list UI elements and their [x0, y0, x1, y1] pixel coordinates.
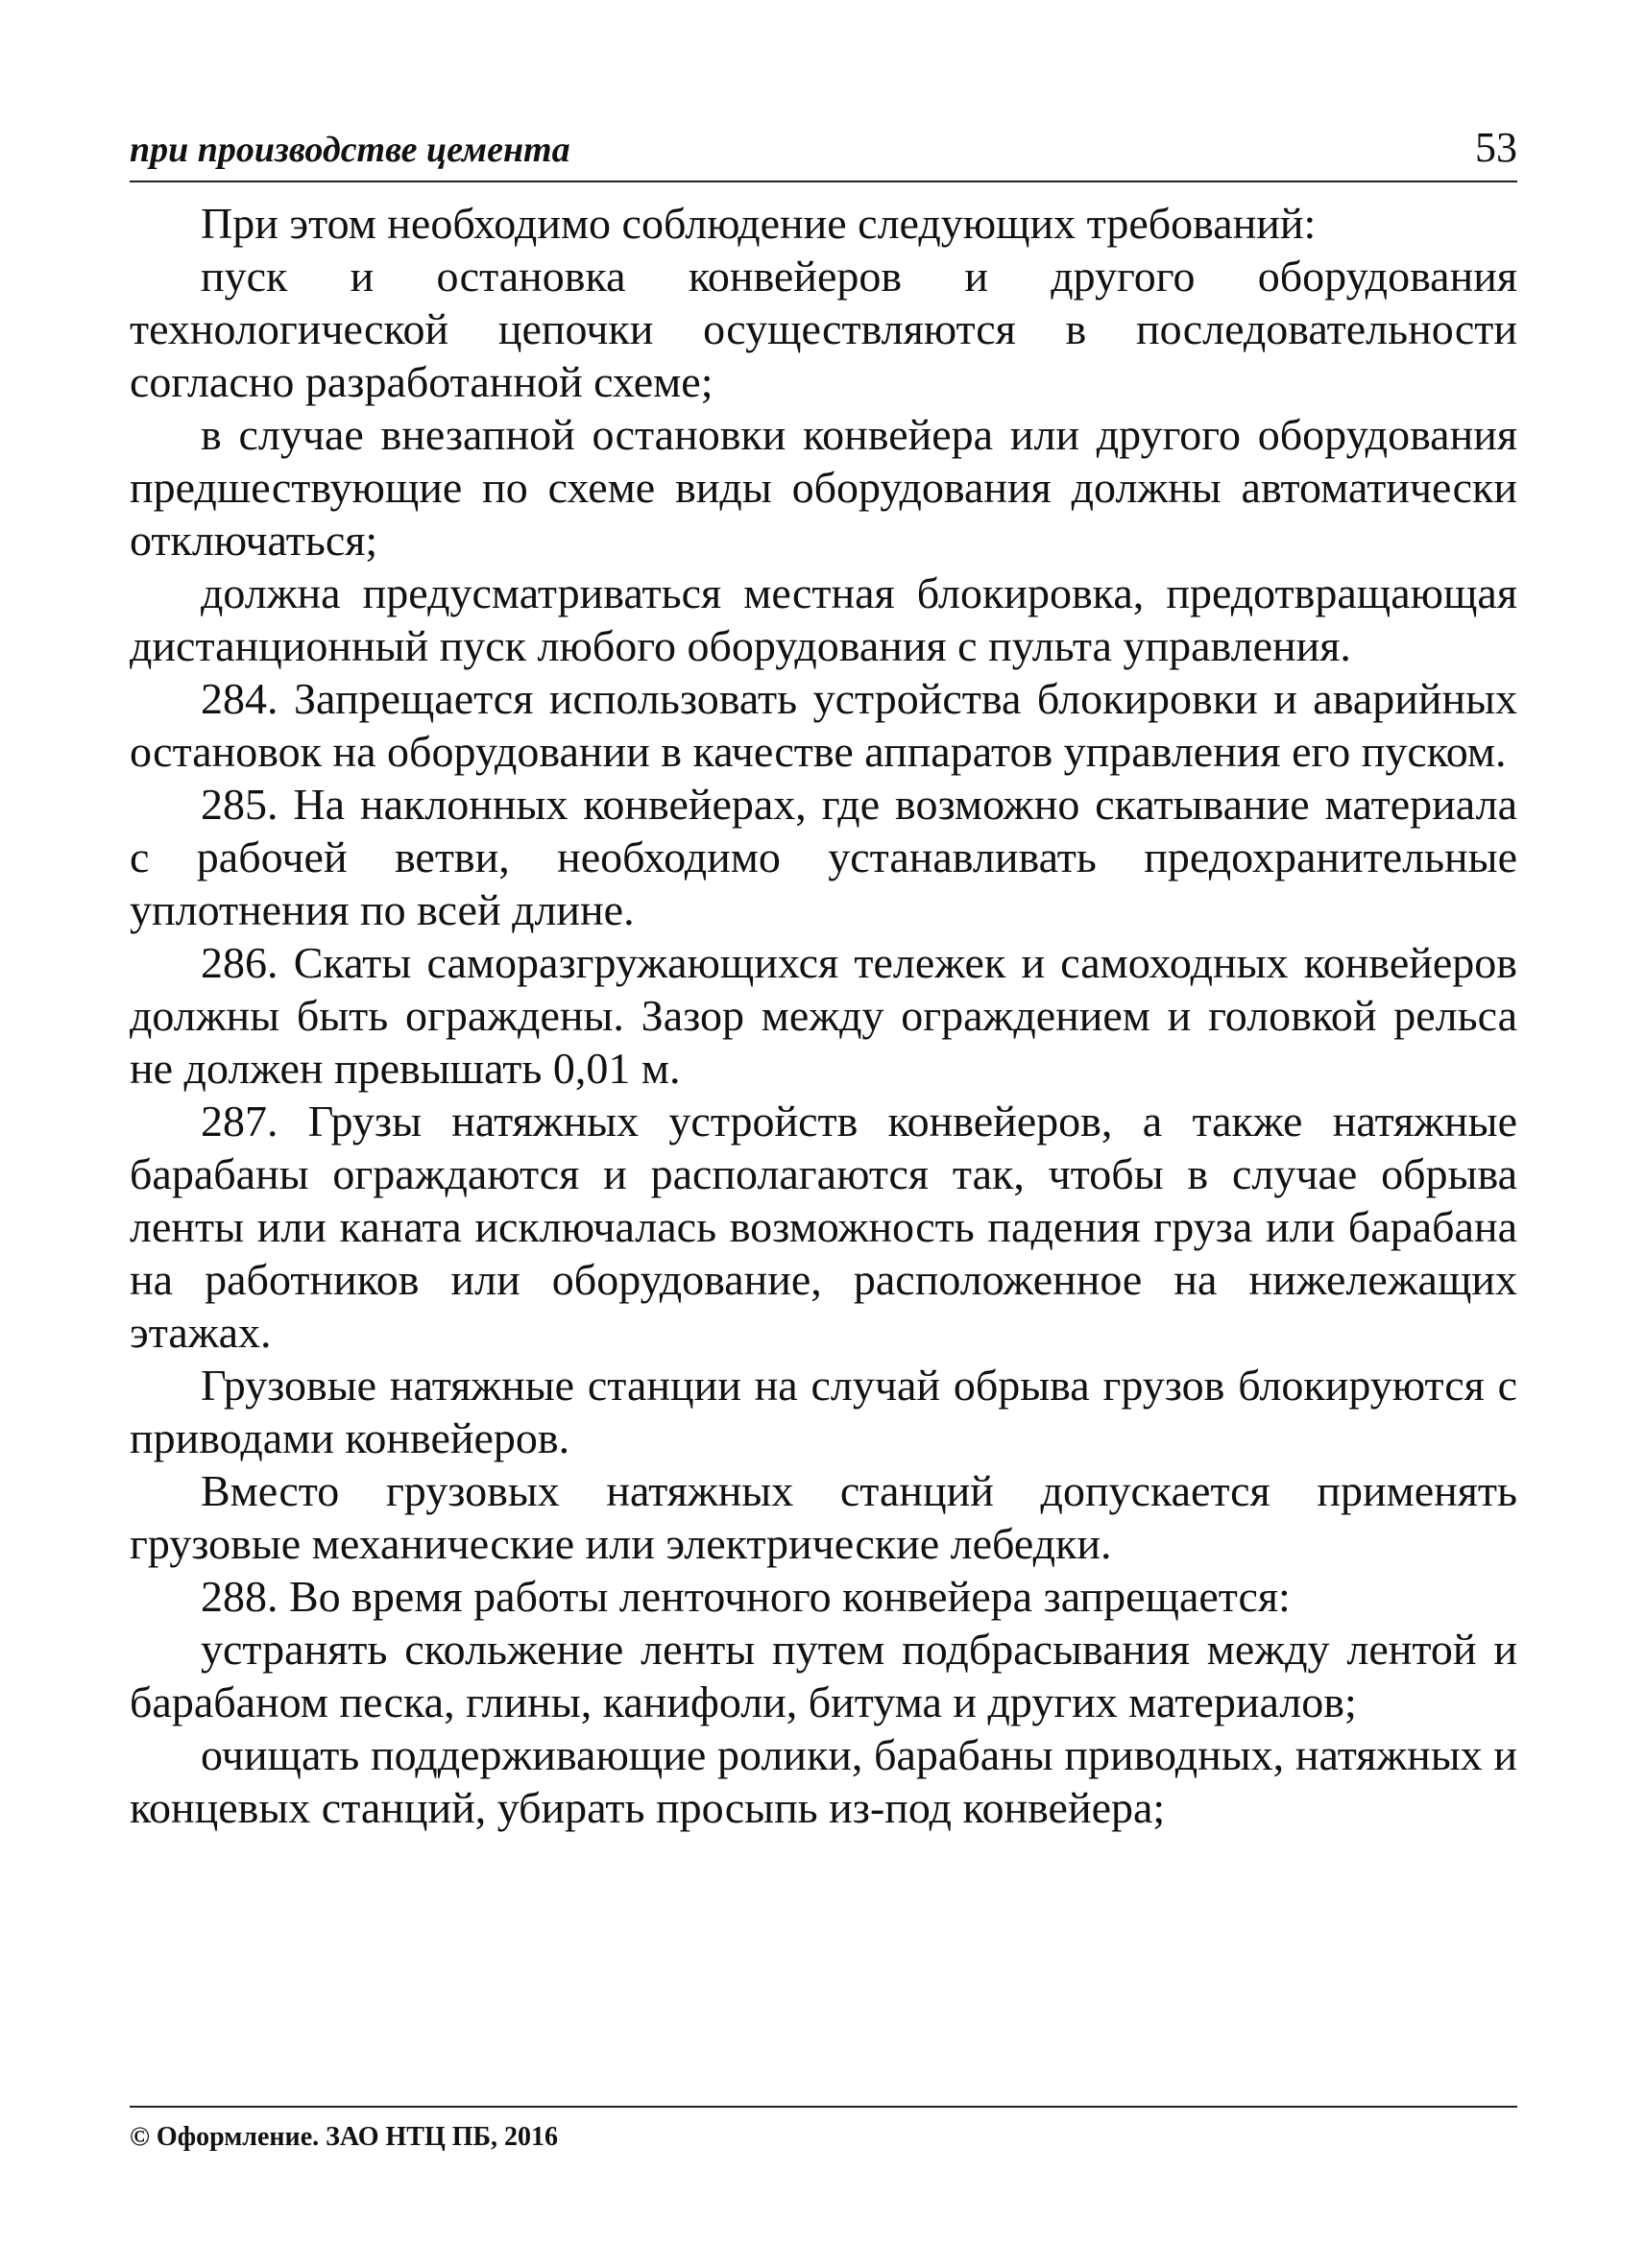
- paragraph: в случае внезапной остановки конвейера или другого оборудования предшествующие по схеме виды оборудования должны автоматически отключаться;: [130, 410, 1517, 565]
- body-text: [130, 197, 1517, 1834]
- paragraph: 286. Скаты саморазгружающихся тележек и самоходных конвейеров должны быть ограждены. Зазор между ограждением и головкой рельса не должен превышать 0,01 м.: [130, 938, 1517, 1093]
- paragraph: Вместо грузовых натяжных станций допускается применять грузовые механические или электрические лебедки.: [130, 1466, 1517, 1568]
- running-header: [130, 123, 1517, 182]
- page-number: 53: [1475, 124, 1517, 171]
- paragraph: При этом необходимо соблюдение следующих требований:: [201, 199, 1317, 248]
- paragraph: 285. На наклонных конвейерах, где возможно скатывание материала с рабочей ветви, необходимо устанавливать предохранительные уплотнения по всей длине.: [130, 780, 1517, 934]
- paragraph: устранять скольжение ленты путем подбрасывания между лентой и барабаном песка, глины, канифоли, битума и других материалов;: [130, 1625, 1517, 1726]
- copyright-notice: © Оформление. ЗАО НТЦ ПБ, 2016: [130, 2122, 559, 2152]
- paragraph: очищать поддерживающие ролики, барабаны приводных, натяжных и концевых станций, убирать просыпь из-под конвейера;: [130, 1730, 1517, 1832]
- paragraph: 288. Во время работы ленточного конвейера запрещается:: [201, 1572, 1291, 1621]
- page-footer: [130, 2106, 1517, 2152]
- paragraph: 287. Грузы натяжных устройств конвейеров, а также натяжные барабаны ограждаются и располагаются так, чтобы в случае обрыва ленты или каната исключалась возможность падения груза или барабана на работников или оборудование, расположенное на нижележащих этажах.: [130, 1097, 1517, 1357]
- paragraph: должна предусматриваться местная блокировка, предотвращающая дистанционный пуск любого оборудования с пульта управления.: [130, 568, 1517, 670]
- paragraph: пуск и остановка конвейеров и другого оборудования технологической цепочки осуществляются в последовательности согласно разработанной схеме;: [130, 252, 1517, 406]
- paragraph: Грузовые натяжные станции на случай обрыва грузов блокируются с приводами конвейеров.: [130, 1361, 1517, 1462]
- paragraph: 284. Запрещается использовать устройства блокировки и аварийных остановок на оборудовании в качестве аппаратов управления его пуском.: [130, 674, 1517, 776]
- running-title: при производстве цемента: [130, 130, 570, 170]
